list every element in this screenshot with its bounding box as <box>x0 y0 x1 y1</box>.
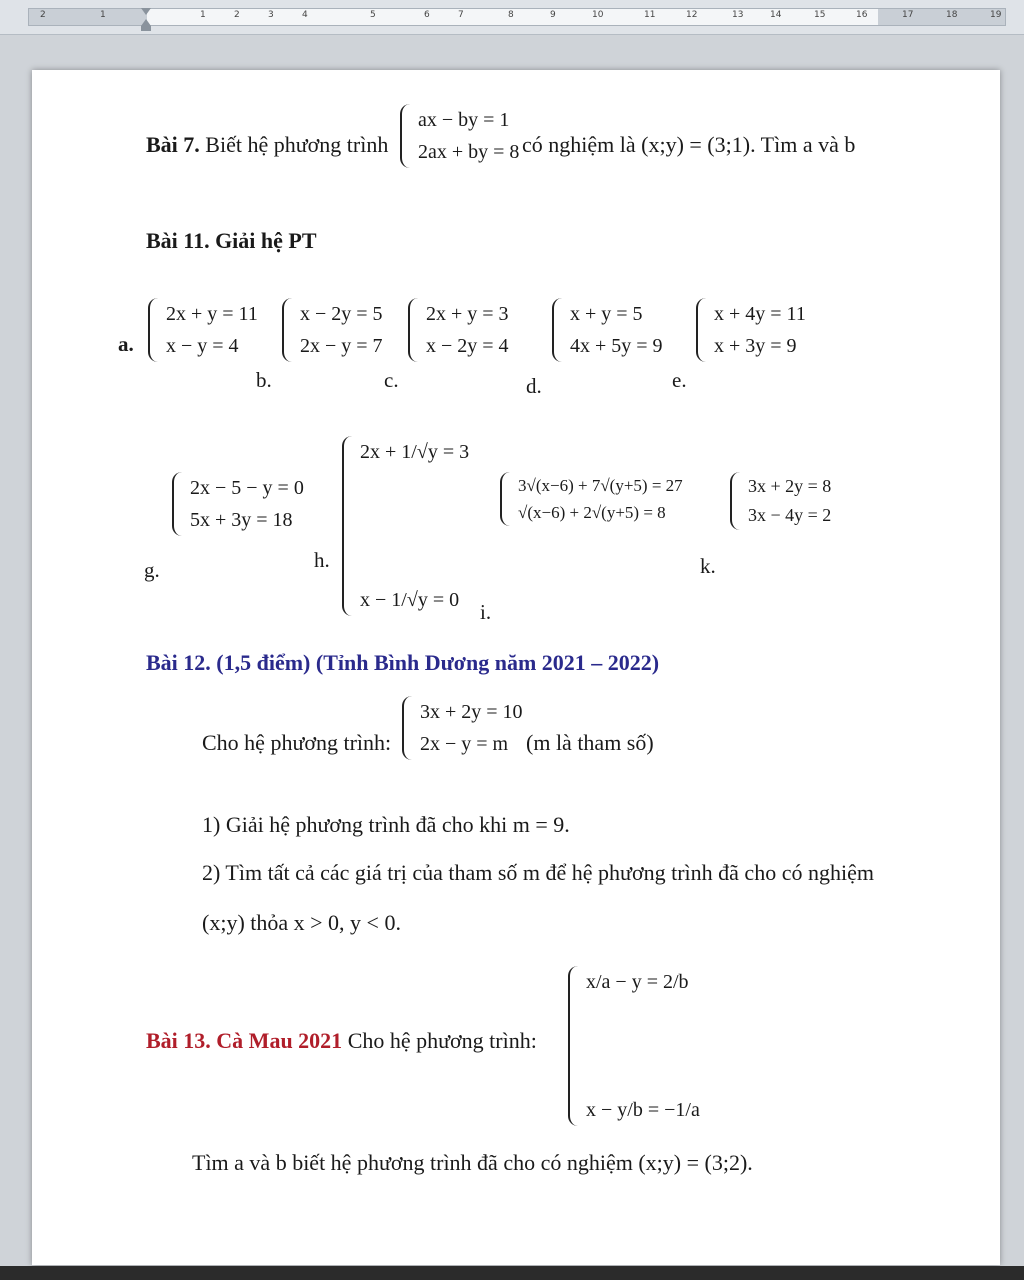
ruler-tick: 19 <box>990 10 1002 20</box>
brace <box>552 298 566 362</box>
ruler-tick: 1 <box>200 10 206 20</box>
brace <box>568 966 582 1126</box>
system-c-eq2: x − 2y = 4 <box>426 335 509 357</box>
system-label-i: i. <box>480 600 492 624</box>
system-e-eq2: x + 3y = 9 <box>714 335 797 357</box>
system-a-eq1: 2x + y = 11 <box>166 303 258 325</box>
bai11-heading: Bài 11. Giải hệ PT <box>146 228 317 253</box>
brace <box>282 298 296 362</box>
bai7-text-after: có nghiệm là (x;y) = (3;1). Tìm a và b <box>522 132 856 157</box>
system-h-eq1: 2x + 1/√y = 3 <box>360 441 470 463</box>
brace <box>402 696 416 760</box>
system-c-eq1: 2x + y = 3 <box>426 303 509 325</box>
ruler-tick: 15 <box>814 10 826 20</box>
brace <box>696 298 710 362</box>
bai12-question-1: 1) Giải hệ phương trình đã cho khi m = 9. <box>202 812 570 837</box>
bai12-intro: Cho hệ phương trình: <box>202 730 392 755</box>
system-a <box>148 298 258 362</box>
brace <box>400 104 414 168</box>
system-g <box>172 472 304 536</box>
system-d-eq2: 4x + 5y = 9 <box>570 335 663 357</box>
ruler-tick: 8 <box>508 10 514 20</box>
ruler-tick: 13 <box>732 10 744 20</box>
system-i-eq2: √(x−6) + 2√(y+5) = 8 <box>518 503 666 523</box>
bai7-system <box>400 104 519 168</box>
bai13-intro: Cho hệ phương trình: <box>347 1028 537 1053</box>
system-k-eq1: 3x + 2y = 8 <box>748 476 832 496</box>
system-label-h: h. <box>314 548 330 572</box>
ruler-tick: 9 <box>550 10 556 20</box>
ruler-tick: 18 <box>946 10 958 20</box>
system-h <box>342 436 469 616</box>
brace <box>148 298 162 362</box>
bai12-eq2: 2x − y = m <box>420 733 509 755</box>
brace <box>730 472 744 530</box>
taskbar <box>0 1266 1024 1280</box>
system-b <box>282 298 383 362</box>
bai12-eq1: 3x + 2y = 10 <box>420 701 523 723</box>
horizontal-ruler[interactable] <box>0 0 1024 35</box>
bai7-line <box>146 132 388 158</box>
ruler-tick: 2 <box>234 10 240 20</box>
ruler-tick: 17 <box>902 10 914 20</box>
bai12-system <box>402 696 523 760</box>
brace <box>500 472 514 526</box>
system-label-a: a. <box>118 332 134 356</box>
system-k <box>730 472 831 530</box>
ruler-tick: 2 <box>40 10 46 20</box>
system-b-eq1: x − 2y = 5 <box>300 303 383 325</box>
system-g-eq2: 5x + 3y = 18 <box>190 509 293 531</box>
brace <box>408 298 422 362</box>
ruler-tick: 16 <box>856 10 868 20</box>
ruler-tick: 3 <box>268 10 274 20</box>
indent-marker-icon[interactable] <box>141 4 151 32</box>
ruler-tick: 4 <box>302 10 308 20</box>
system-i-eq1: 3√(x−6) + 7√(y+5) = 27 <box>518 476 683 495</box>
brace <box>172 472 186 536</box>
system-c <box>408 298 509 362</box>
system-label-k: k. <box>700 554 716 578</box>
ruler-tick: 12 <box>686 10 698 20</box>
bai12-question-2: 2) Tìm tất cả các giá trị của tham số m để hệ phương trình đã cho có nghiệm <box>202 860 874 885</box>
bai13-line <box>146 1028 537 1054</box>
ruler-tick: 6 <box>424 10 430 20</box>
bai7-eq2: 2ax + by = 8 <box>418 141 520 163</box>
system-label-g: g. <box>144 558 160 582</box>
system-k-eq2: 3x − 4y = 2 <box>748 504 832 525</box>
bai13-eq2: x − y/b = −1/a <box>586 1099 700 1121</box>
bai13-eq1: x/a − y = 2/b <box>586 971 689 993</box>
ruler-tick: 1 <box>100 10 106 20</box>
brace <box>342 436 356 616</box>
system-label-c: c. <box>384 368 399 392</box>
ruler-tick: 10 <box>592 10 604 20</box>
ruler-right-margin <box>878 9 1005 25</box>
system-label-b: b. <box>256 368 272 392</box>
system-e <box>696 298 806 362</box>
system-b-eq2: 2x − y = 7 <box>300 335 383 357</box>
ruler-tick: 7 <box>458 10 464 20</box>
system-g-eq1: 2x − 5 − y = 0 <box>190 477 304 499</box>
system-e-eq1: x + 4y = 11 <box>714 303 806 325</box>
ruler-tick: 5 <box>370 10 376 20</box>
bai13-question: Tìm a và b biết hệ phương trình đã cho có nghiệm (x;y) = (3;2). <box>192 1150 753 1175</box>
bai13-system <box>568 966 700 1126</box>
bai12-question-2-cont: (x;y) thỏa x > 0, y < 0. <box>202 910 401 935</box>
ruler-left-margin <box>29 9 147 25</box>
bai7-eq1: ax − by = 1 <box>418 109 510 131</box>
bai7-text-before: Biết hệ phương trình <box>205 132 389 157</box>
bai12-heading: Bài 12. (1,5 điểm) (Tỉnh Bình Dương năm 2021 – 2022) <box>146 650 660 675</box>
system-h-eq2: x − 1/√y = 0 <box>360 589 460 611</box>
ruler-tick: 14 <box>770 10 782 20</box>
bai12-note: (m là tham số) <box>526 730 654 755</box>
ruler-tick: 11 <box>644 10 656 20</box>
bai7-heading: Bài 7. <box>146 132 200 157</box>
document-page[interactable] <box>32 70 1000 1265</box>
system-label-e: e. <box>672 368 687 392</box>
system-d <box>552 298 663 362</box>
system-d-eq1: x + y = 5 <box>570 303 643 325</box>
bai13-heading: Bài 13. Cà Mau 2021 <box>146 1028 343 1053</box>
system-label-d: d. <box>526 374 542 398</box>
system-a-eq2: x − y = 4 <box>166 335 239 357</box>
system-i <box>500 472 683 526</box>
